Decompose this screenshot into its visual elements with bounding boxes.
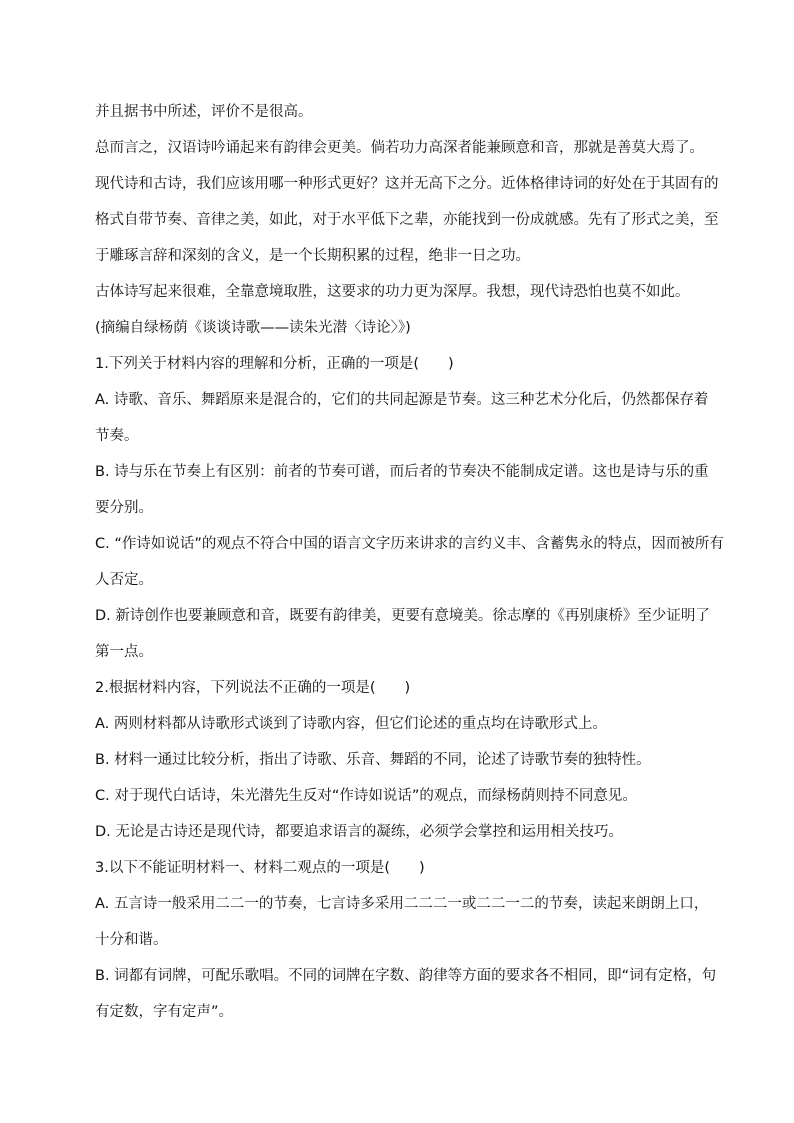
text-line: A. 五言诗一般采用二二一的节奏，七言诗多采用二二二一或二二一二的节奏，读起来朗朗上口， — [95, 896, 709, 912]
text-line: 总而言之，汉语诗吟诵起来有韵律会更美。倘若功力高深者能兼顾意和音，那就是善莫大焉了。 — [95, 140, 704, 156]
text-line: 第一点。 — [95, 644, 153, 660]
text-line: 十分和谐。 — [95, 932, 168, 948]
text-line: 古体诗写起来很难，全靠意境取胜，这要求的功力更为深厚。我想，现代诗恐怕也莫不如此。 — [95, 284, 690, 300]
text-line: 2.根据材料内容，下列说法不正确的一项是( ) — [95, 680, 411, 696]
text-line: 格式自带节奏、音律之美，如此，对于水平低下之辈，亦能找到一份成就感。先有了形式之美，至 — [95, 212, 719, 228]
text-line: 3.以下不能证明材料一、材料二观点的一项是( ) — [95, 860, 425, 876]
text-line: B. 诗与乐在节奏上有区别：前者的节奏可谱，而后者的节奏决不能制成定谱。这也是诗与乐的重 — [95, 464, 709, 480]
text-line: B. 词都有词牌，可配乐歌唱。不同的词牌在字数、韵律等方面的要求各不相同，即“词有定格，句 — [95, 968, 717, 984]
text-line: (摘编自绿杨荫《谈谈诗歌——读朱光潜〈诗论〉》) — [95, 320, 411, 336]
text-line: 有定数，字有定声”。 — [95, 1004, 234, 1020]
text-line: 节奏。 — [95, 428, 139, 444]
text-line: A. 诗歌、音乐、舞蹈原来是混合的，它们的共同起源是节奏。这三种艺术分化后，仍然都保存着 — [95, 392, 709, 408]
text-line: C. 对于现代白话诗，朱光潜先生反对“作诗如说话”的观点，而绿杨荫则持不同意见。 — [95, 788, 637, 804]
text-line: 并且据书中所述，评价不是很高。 — [95, 104, 313, 120]
text-line: C. “作诗如说话”的观点不符合中国的语言文字历来讲求的言约义丰、含蓄隽永的特点，因而被所有 — [95, 536, 724, 552]
text-line: 要分别。 — [95, 500, 153, 516]
text-line: B. 材料一通过比较分析，指出了诗歌、乐音、舞蹈的不同，论述了诗歌节奏的独特性。 — [95, 752, 651, 768]
text-line: 人否定。 — [95, 572, 153, 588]
text-line: 现代诗和古诗，我们应该用哪一种形式更好？这并无高下之分。近体格律诗词的好处在于其固有的 — [95, 176, 719, 192]
text-line: 于雕琢言辞和深刻的含义，是一个长期积累的过程，绝非一日之功。 — [95, 248, 530, 264]
text-line: D. 新诗创作也要兼顾意和音，既要有韵律美，更要有意境美。徐志摩的《再别康桥》至少证明了 — [95, 608, 710, 624]
text-line: D. 无论是古诗还是现代诗，都要追求语言的凝练，必须学会掌控和运用相关技巧。 — [95, 824, 623, 840]
text-line: A. 两则材料都从诗歌形式谈到了诗歌内容，但它们论述的重点均在诗歌形式上。 — [95, 716, 607, 732]
text-line: 1.下列关于材料内容的理解和分析，正确的一项是( ) — [95, 356, 454, 372]
document-body — [95, 102, 724, 1038]
